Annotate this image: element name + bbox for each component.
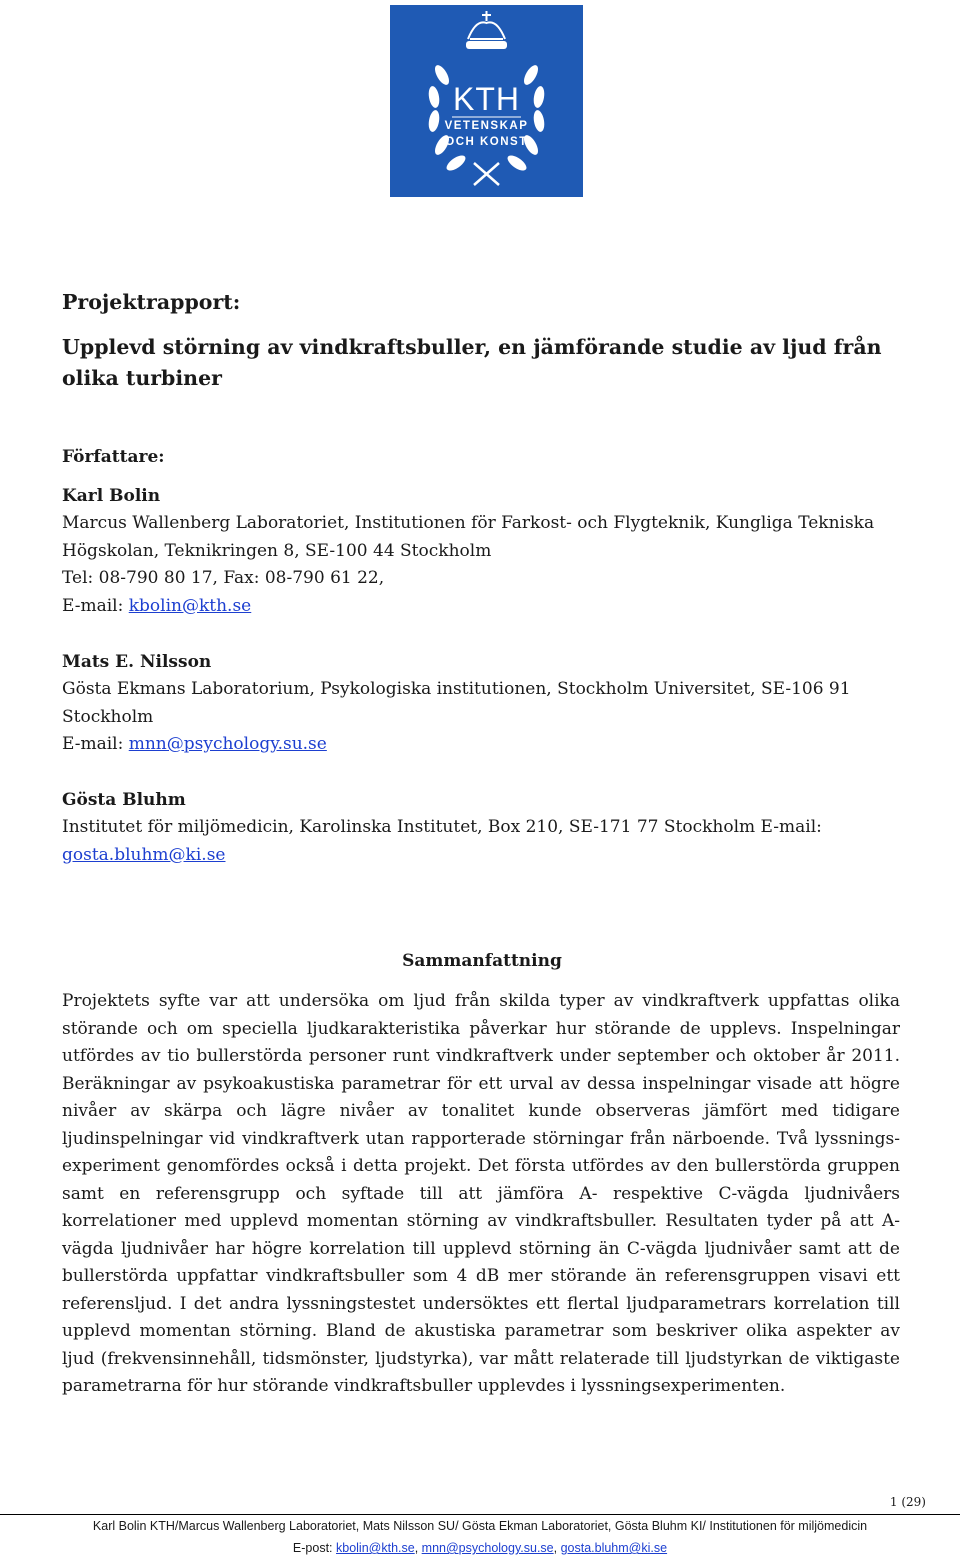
- author-entry: [62, 648, 902, 759]
- kth-logo: [390, 5, 583, 197]
- report-title: Upplevd störning av vindkraftsbuller, en jämförande studie av ljud från olika turbiner: [62, 335, 882, 390]
- footer-affiliations: Karl Bolin KTH/Marcus Wallenberg Laboratoriet, Mats Nilsson SU/ Gösta Ekman Laboratoriet, Gösta Bluhm KI/ Institutionen för miljömedicin: [92, 1519, 868, 1533]
- author-email-line: [62, 593, 902, 621]
- footer-divider: [0, 1514, 960, 1515]
- email-label: E-mail:: [62, 595, 129, 616]
- page-number: 1 (29): [889, 1495, 926, 1509]
- logo-kth-text: KTH: [453, 81, 520, 117]
- author-affiliation: Gösta Ekmans Laboratorium, Psykologiska institutionen, Stockholm Universitet, SE-106 91 Stockholm: [62, 679, 851, 727]
- author-email-line: [62, 731, 902, 759]
- author-phone: Tel: 08-790 80 17, Fax: 08-790 61 22,: [62, 568, 385, 588]
- logo-line2: VETENSKAP: [444, 120, 529, 132]
- email-link[interactable]: gosta.bluhm@ki.se: [62, 844, 226, 865]
- footer-email-link[interactable]: mnn@psychology.su.se: [421, 1541, 554, 1555]
- report-label: Projektrapport:: [62, 290, 241, 314]
- footer-emails: [0, 1541, 960, 1555]
- footer-email-link[interactable]: kbolin@kth.se: [336, 1541, 415, 1555]
- author-affiliation: Institutet för miljömedicin, Karolinska Institutet, Box 210, SE-171 77 Stockholm E-mail:: [62, 817, 822, 837]
- author-name: Mats E. Nilsson: [62, 652, 212, 672]
- footer-email-link[interactable]: gosta.bluhm@ki.se: [560, 1541, 668, 1555]
- author-affiliation: Marcus Wallenberg Laboratoriet, Institutionen för Farkost- och Flygteknik, Kungliga Tekniska Högskolan, Teknikringen 8, SE-100 44 Stockholm: [62, 513, 875, 561]
- authors-heading: Författare:: [62, 447, 165, 467]
- logo-line3: OCH KONST: [445, 136, 528, 148]
- email-link[interactable]: kbolin@kth.se: [128, 595, 252, 616]
- footer-email-label: E-post:: [292, 1541, 336, 1555]
- author-name: Karl Bolin: [62, 486, 161, 506]
- author-email-line: [62, 842, 902, 870]
- author-entry: [62, 482, 902, 620]
- author-name: Gösta Bluhm: [62, 790, 186, 810]
- summary-text: Projektets syfte var att undersöka om ljud från skilda typer av vindkraftverk uppfattas olika störande och om speciella ljudkarakteristika påverkar hur störande de upplevs. Inspelningar utfördes av tio bullerstörda personer runt vindkraftverk under september och oktober år 2011. Beräkningar av psykoakustiska parametrar för ett urval av dessa inspelningar visade att högre nivåer av skärpa och lägre nivåer av tonalitet kunde observeras jämfört med tidigare ljudinspelningar vid vindkraftverk utan rapporterade störningar från närboende. Två lyssnings-experiment genomfördes också i detta projekt. Det första utfördes av den bullerstörda gruppen samt en referensgrupp och syftade till att jämföra A- respektive C-vägda ljudnivåers korrelationer med upplevd momentan störning av vindkraftsbuller. Resultaten tyder på att A-vägda ljudnivåer har högre korrelation till upplevd störning än C-vägda ljudnivåer samt att de bullerstörda uppfattar vindkraftsbuller som 4 dB mer störande än referensgruppen visavi ett referensljud. I det andra lyssningstestet undersöktes ett flertal ljudparametrars korrelation till upplevd momentan störning. Bland de akustiska parametrar som beskriver olika aspekter av ljud (frekvensinnehåll, tidsmönster, ljudstyrka), var mått relaterade till ljudstyrkan de viktigaste parametrarna för hur störande vindkraftsbuller upplevdes i lyssningsexperimenten.: [62, 991, 900, 1396]
- footer-separator: ,: [553, 1541, 561, 1555]
- email-link[interactable]: mnn@psychology.su.se: [128, 734, 327, 754]
- footer-separator: ,: [414, 1541, 422, 1555]
- summary-heading: Sammanfattning: [402, 951, 562, 971]
- author-entry: [62, 786, 902, 869]
- email-label: E-mail:: [62, 734, 129, 754]
